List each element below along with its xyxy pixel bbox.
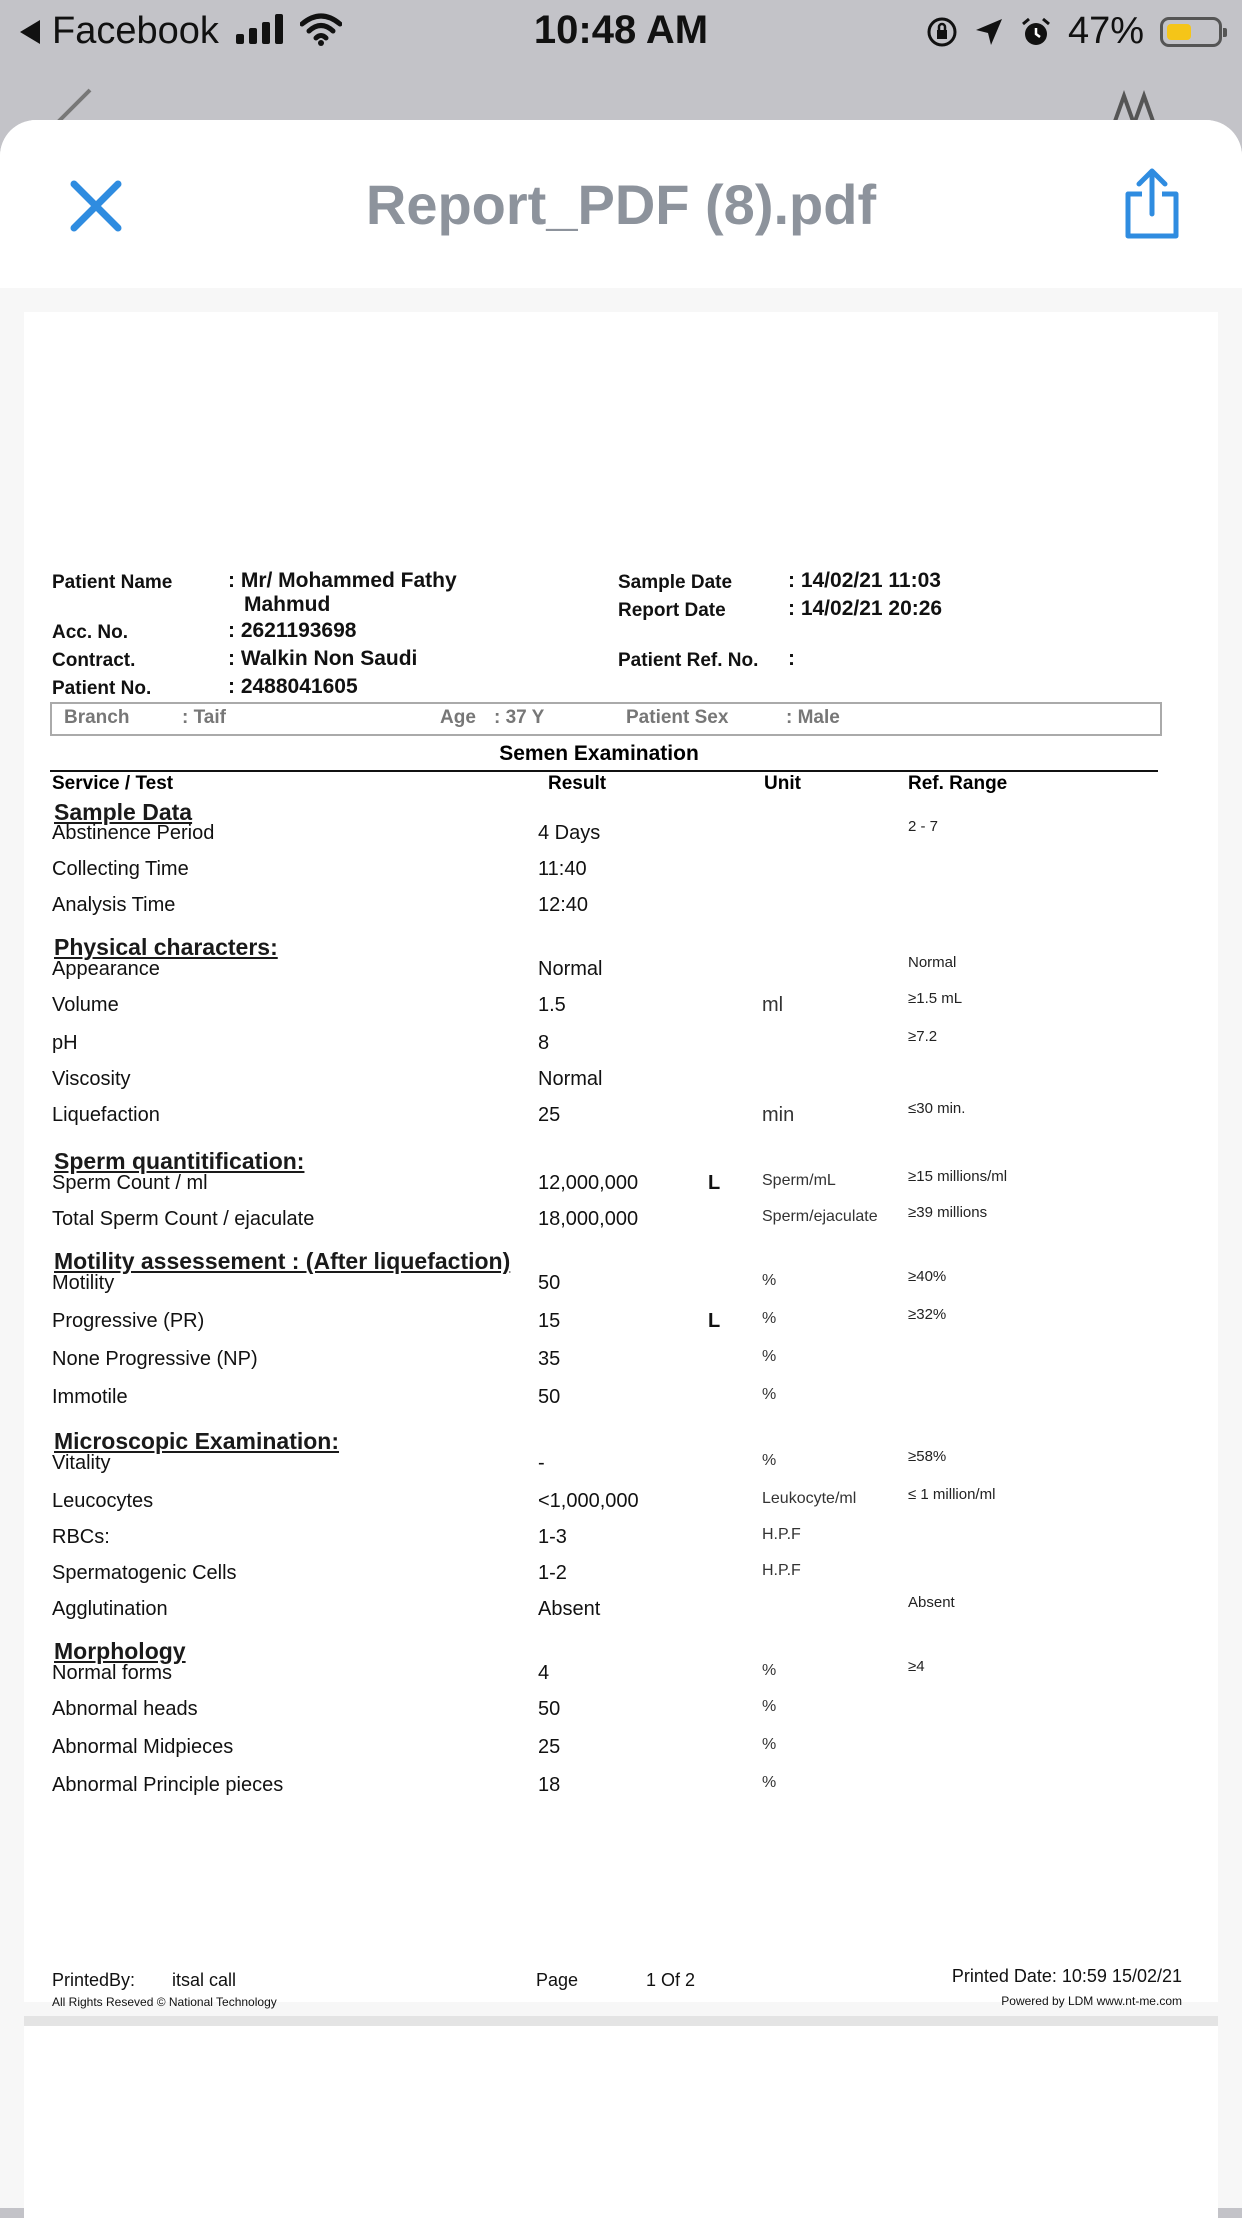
row-result: Normal [538, 958, 603, 980]
contract-label: Contract. [52, 650, 136, 671]
row-result: 1.5 [538, 994, 566, 1016]
row-unit: % [762, 1310, 777, 1327]
row-test-name: Agglutination [52, 1598, 168, 1620]
document-preview-sheet [0, 120, 1242, 2208]
group-heading-sample-data: Sample Data [54, 799, 193, 825]
row-ref-range: ≥32% [908, 1306, 947, 1323]
row-result: 11:40 [538, 858, 587, 880]
row-test-name: Abnormal Midpieces [52, 1736, 234, 1758]
row-unit: min [762, 1104, 795, 1126]
age-value: : 37 Y [494, 707, 545, 728]
sample-date-label: Sample Date [618, 572, 733, 593]
row-result: 25 [538, 1104, 561, 1126]
row-result: 8 [538, 1032, 550, 1054]
printed-by-value: itsal call [172, 1970, 237, 1990]
acc-no-label: Acc. No. [52, 622, 129, 643]
preview-nav-bar [0, 120, 1242, 288]
rights-text: All Rights Reseved © National Technology [52, 1995, 277, 2009]
table-row [24, 1556, 1218, 1592]
row-test-name: Abnormal heads [52, 1698, 198, 1720]
patient-name-value: : Mr/ Mohammed Fathy [228, 569, 457, 592]
header-rule [50, 770, 1158, 772]
row-result: Absent [538, 1598, 601, 1620]
row-result: 25 [538, 1736, 561, 1758]
table-row [24, 1026, 1218, 1062]
status-right-group [926, 10, 1222, 53]
row-ref-range: ≤ 1 million/ml [908, 1486, 996, 1503]
row-ref-range: ≥40% [908, 1268, 947, 1285]
patient-info-box [50, 702, 1162, 736]
row-result: 50 [538, 1386, 561, 1408]
row-ref-range: 2 - 7 [908, 818, 939, 835]
table-row [24, 1656, 1218, 1692]
row-ref-range: ≥1.5 mL [908, 990, 963, 1007]
report-date-label: Report Date [618, 600, 726, 621]
battery-level [1167, 24, 1191, 40]
age-label: Age [440, 707, 476, 728]
report-date-value: : 14/02/21 20:26 [788, 597, 943, 620]
row-result: 50 [538, 1272, 561, 1294]
pdf-page-2 [24, 2016, 1218, 2218]
row-test-name: Normal forms [52, 1662, 173, 1684]
row-test-name: Motility [52, 1272, 115, 1294]
col-header-test: Service / Test [52, 773, 174, 794]
row-ref-range: Normal [908, 954, 957, 971]
row-result: 4 [538, 1662, 550, 1684]
row-result: 15 [538, 1310, 561, 1332]
row-test-name: Abstinence Period [52, 822, 215, 844]
orientation-lock-icon [926, 16, 958, 48]
alarm-icon [1020, 16, 1052, 48]
group-heading-motility: Motility assessement : (After liquefaction) [54, 1248, 511, 1274]
document-title: Report_PDF (8).pdf [365, 173, 877, 236]
battery-icon [1160, 17, 1222, 47]
row-result: 12:40 [538, 894, 589, 916]
row-flag: L [708, 1310, 721, 1332]
table-row [24, 1692, 1218, 1728]
table-row [24, 1768, 1218, 1804]
background-markup-icon [1110, 80, 1160, 120]
branch-value: : Taif [182, 707, 226, 728]
row-unit: ml [762, 994, 784, 1016]
sample-date-value: : 14/02/21 11:03 [788, 569, 941, 592]
table-row [24, 1484, 1218, 1520]
row-unit: % [762, 1272, 777, 1289]
pdf-page-1 [24, 312, 1218, 2009]
row-test-name: Progressive (PR) [52, 1310, 205, 1332]
share-icon[interactable] [1122, 168, 1182, 240]
row-unit: Sperm/mL [762, 1172, 836, 1189]
row-result: 50 [538, 1698, 561, 1720]
row-result: 12,000,000 [538, 1172, 639, 1194]
row-test-name: RBCs: [52, 1526, 110, 1548]
row-result: - [538, 1452, 545, 1474]
table-row [24, 1520, 1218, 1556]
row-ref-range: ≥58% [908, 1448, 947, 1465]
powered-by-text: Powered by LDM www.nt-me.com [1001, 1994, 1182, 2008]
group-heading-quantification: Sperm quantitification: [54, 1148, 305, 1174]
row-test-name: Viscosity [52, 1068, 131, 1090]
branch-label: Branch [64, 707, 130, 728]
col-header-ref: Ref. Range [908, 773, 1008, 794]
table-row [24, 852, 1218, 888]
table-row [24, 816, 1218, 852]
row-test-name: Collecting Time [52, 858, 189, 880]
table-row [24, 1166, 1218, 1202]
printed-by-label: PrintedBy: [52, 1970, 136, 1990]
table-row [24, 1098, 1218, 1134]
col-header-result: Result [548, 773, 607, 794]
row-unit: % [762, 1698, 777, 1715]
status-bar [0, 0, 1242, 62]
row-ref-range: ≥39 millions [908, 1204, 988, 1221]
row-test-name: Immotile [52, 1386, 128, 1408]
location-arrow-icon [974, 17, 1004, 47]
report-section-title: Semen Examination [499, 742, 699, 765]
row-unit: % [762, 1452, 777, 1469]
acc-no-value: : 2621193698 [228, 619, 357, 642]
row-test-name: Total Sperm Count / ejaculate [52, 1208, 315, 1230]
row-test-name: Analysis Time [52, 894, 176, 916]
row-test-name: Abnormal Principle pieces [52, 1774, 284, 1796]
row-unit: % [762, 1774, 777, 1791]
row-unit: % [762, 1662, 777, 1679]
patient-no-label: Patient No. [52, 678, 152, 699]
row-ref-range: ≥15 millions/ml [908, 1168, 1008, 1185]
row-unit: H.P.F [762, 1526, 801, 1543]
row-unit: % [762, 1386, 777, 1403]
background-edit-icon [54, 80, 94, 120]
table-row [24, 988, 1218, 1024]
row-result: 35 [538, 1348, 561, 1370]
row-unit: Leukocyte/ml [762, 1490, 857, 1507]
status-time: 10:48 AM [533, 8, 709, 52]
back-app-label: Facebook [52, 10, 219, 52]
row-result: Normal [538, 1068, 603, 1090]
row-result: 4 Days [538, 822, 601, 844]
row-ref-range: Absent [908, 1594, 955, 1611]
row-result: 18,000,000 [538, 1208, 639, 1230]
table-row [24, 1592, 1218, 1628]
row-test-name: Volume [52, 994, 119, 1016]
table-row [24, 888, 1218, 924]
page-number: 1 Of 2 [646, 1970, 696, 1990]
contract-value: : Walkin Non Saudi [228, 647, 418, 670]
row-test-name: Sperm Count / ml [52, 1172, 208, 1194]
table-row [24, 1730, 1218, 1766]
page-label: Page [536, 1970, 579, 1990]
row-test-name: Leucocytes [52, 1490, 154, 1512]
row-result: 1-3 [538, 1526, 567, 1548]
sex-label: Patient Sex [626, 707, 729, 728]
patient-name-label: Patient Name [52, 572, 173, 593]
patient-ref-no-label: Patient Ref. No. [618, 650, 759, 671]
table-row [24, 1342, 1218, 1378]
table-row [24, 952, 1218, 988]
col-header-unit: Unit [764, 773, 801, 794]
patient-no-value: : 2488041605 [228, 675, 358, 698]
row-test-name: None Progressive (NP) [52, 1348, 258, 1370]
row-test-name: pH [52, 1032, 78, 1054]
battery-percent: 47% [1067, 10, 1144, 52]
row-test-name: Appearance [52, 958, 160, 980]
row-result: 18 [538, 1774, 561, 1796]
row-ref-range: ≥7.2 [908, 1028, 938, 1045]
row-test-name: Liquefaction [52, 1104, 160, 1126]
row-test-name: Spermatogenic Cells [52, 1562, 237, 1584]
group-heading-morphology: Morphology [54, 1638, 186, 1664]
patient-ref-no-value: : [788, 647, 795, 670]
row-flag: L [708, 1172, 721, 1194]
table-row [24, 1304, 1218, 1340]
row-test-name: Vitality [52, 1452, 111, 1474]
row-ref-range: ≥4 [908, 1658, 925, 1675]
patient-name-value-line2: Mahmud [244, 593, 331, 616]
row-unit: Sperm/ejaculate [762, 1208, 878, 1225]
table-row [24, 1446, 1218, 1482]
row-unit: % [762, 1736, 777, 1753]
row-unit: H.P.F [762, 1562, 801, 1579]
table-row [24, 1062, 1218, 1098]
row-ref-range: ≤30 min. [908, 1100, 966, 1117]
row-result: 1-2 [538, 1562, 567, 1584]
group-heading-microscopic: Microscopic Examination: [54, 1428, 340, 1454]
row-unit: % [762, 1348, 777, 1365]
printed-date: Printed Date: 10:59 15/02/21 [951, 1966, 1182, 1986]
row-result: <1,000,000 [538, 1490, 639, 1512]
table-row [24, 1266, 1218, 1302]
table-row [24, 1380, 1218, 1416]
sex-value: : Male [786, 707, 840, 728]
group-heading-physical: Physical characters: [54, 934, 278, 960]
table-row [24, 1202, 1218, 1238]
